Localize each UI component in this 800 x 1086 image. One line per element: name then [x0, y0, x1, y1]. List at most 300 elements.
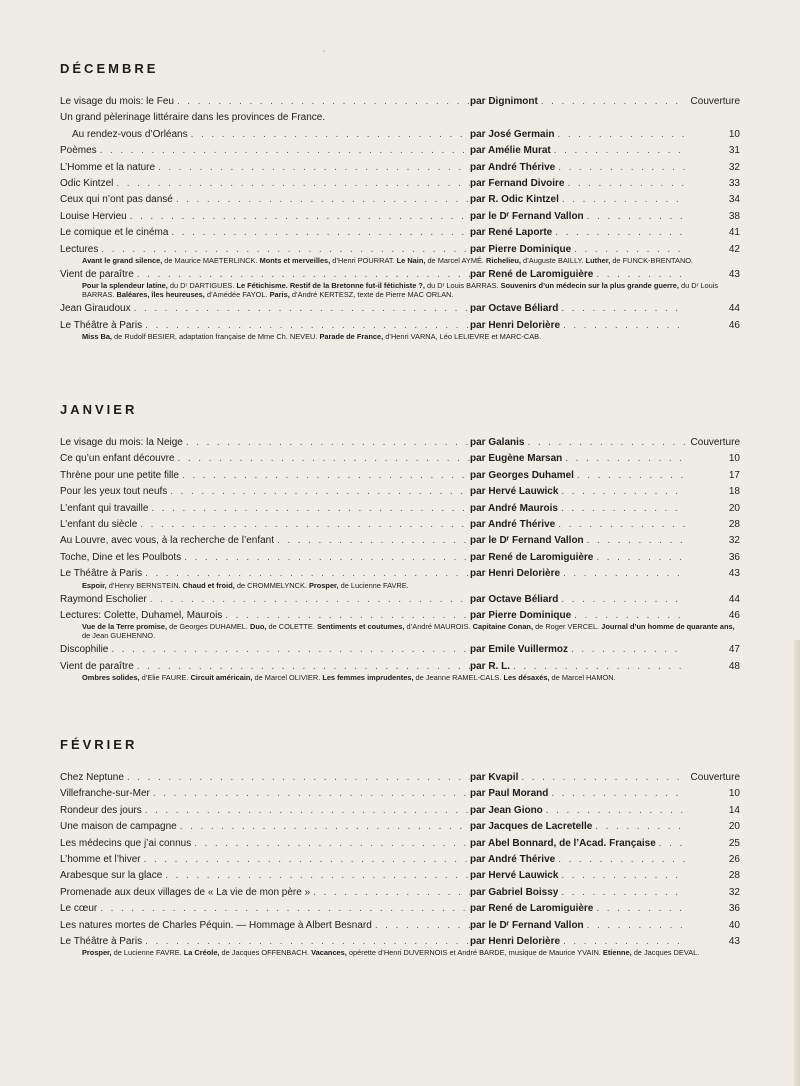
entry-page: 20	[728, 502, 740, 514]
work-credit: de Marcel AYMÉ.	[425, 255, 487, 265]
entry-title: Ce qu’un enfant découvre	[60, 453, 175, 465]
entry-author: par le Dʳ Fernand Vallon	[470, 919, 584, 931]
toc-row	[60, 550, 740, 566]
toc-row	[60, 501, 740, 517]
entry-title: Le visage du mois: le Feu	[60, 96, 174, 107]
work-credit: de Jean GUEHENNO.	[82, 631, 156, 641]
entry-title: Le comique et le cinéma	[60, 227, 169, 239]
entry-page: 34	[728, 194, 740, 206]
title-with-leader	[60, 803, 470, 819]
dot-leader	[555, 517, 685, 533]
author-with-leader	[470, 852, 685, 868]
entry-title: Le cœur	[60, 903, 98, 915]
entry-author: par Hervé Lauwick	[470, 870, 559, 882]
work-title: Duo,	[250, 622, 267, 632]
entry-title: Thrène pour une petite fille	[60, 469, 179, 481]
toc-row	[60, 868, 740, 884]
dot-leader	[558, 501, 685, 517]
entry-page: 46	[728, 609, 740, 621]
dot-leader	[560, 566, 685, 582]
author-with-leader	[470, 301, 685, 317]
entry-author: par Abel Bonnard, de l’Acad. Française	[470, 837, 656, 849]
author-with-leader	[470, 770, 685, 786]
entry-page: 43	[728, 268, 740, 280]
dot-leader	[124, 770, 470, 786]
dot-leader	[174, 94, 470, 110]
entry-page: 46	[728, 319, 740, 331]
toc-row	[60, 901, 740, 917]
toc-entry	[60, 501, 740, 517]
dot-leader	[113, 176, 470, 192]
entry-author: par Octave Béliard	[470, 303, 559, 315]
dot-leader	[593, 550, 685, 566]
title-with-leader	[60, 901, 470, 917]
work-credit: du Dʳ Louis BARRAS.	[82, 281, 719, 300]
toc-entry	[60, 267, 740, 299]
entry-page: 44	[728, 593, 740, 605]
entry-author: par Henri Delorière	[470, 319, 561, 331]
dot-leader	[167, 484, 470, 500]
entry-author: par Galanis	[470, 437, 525, 448]
entry-title: L’enfant qui travaille	[60, 502, 149, 514]
toc-row	[60, 803, 740, 819]
work-title: Vacances,	[311, 948, 347, 958]
entry-title: Ceux qui n’ont pas dansé	[60, 194, 173, 206]
toc-entry	[60, 836, 740, 852]
work-credit: d’Auguste BAILLY.	[520, 255, 586, 265]
toc-row	[60, 642, 740, 658]
entry-page: 20	[728, 821, 740, 833]
title-with-leader	[60, 127, 470, 143]
entry-author: par José Germain	[470, 128, 555, 140]
entry-page: 36	[728, 903, 740, 915]
entry-title: Toche, Dine et les Poulbots	[60, 551, 182, 563]
toc-entry	[60, 918, 740, 934]
toc-entry	[60, 176, 740, 192]
work-credit: de Maurice MAETERLINCK.	[162, 255, 260, 265]
title-with-leader	[60, 94, 470, 110]
entry-author: par Pierre Dominique	[470, 609, 572, 621]
title-with-leader	[60, 451, 470, 467]
dot-leader	[656, 836, 685, 852]
title-with-leader	[60, 836, 470, 852]
work-title: Le Fétichisme. Restif de la Bretonne fut-il fétichiste ?,	[236, 281, 425, 291]
dot-leader	[538, 94, 685, 110]
work-credit: de Jeanne RAMEL-CALS.	[413, 673, 504, 683]
dot-leader	[155, 160, 470, 176]
entry-author: par Amélie Murat	[470, 145, 551, 157]
author-with-leader	[470, 885, 685, 901]
entry-author: par Kvapil	[470, 772, 519, 783]
title-with-leader	[60, 209, 470, 225]
toc-entry	[60, 901, 740, 917]
entry-title: Pour les yeux tout neufs	[60, 486, 168, 498]
dot-leader	[191, 836, 470, 852]
work-title: Avant le grand silence,	[82, 255, 163, 265]
work-title: Parade de France,	[319, 332, 384, 342]
title-with-leader	[60, 435, 470, 451]
entry-page: 25	[728, 837, 740, 849]
page-edge-shadow	[794, 640, 800, 1086]
toc-entry	[60, 94, 740, 110]
entry-subtitles	[60, 948, 740, 957]
toc-row	[60, 786, 740, 802]
entry-page: 10	[728, 788, 740, 800]
author-with-leader	[470, 836, 685, 852]
entry-author: par André Thérive	[470, 161, 556, 173]
work-title: Capitaine Conan,	[472, 622, 534, 632]
dot-leader	[548, 786, 685, 802]
dot-leader	[177, 819, 470, 835]
dot-leader	[148, 501, 470, 517]
work-credit: d’Henry BERNSTEIN.	[106, 580, 183, 590]
entry-title: L’homme et l’hiver	[60, 853, 141, 865]
dot-leader	[558, 484, 685, 500]
entry-author: par Henri Delorière	[470, 568, 561, 580]
work-title: Vue de la Terre promise,	[82, 622, 168, 632]
work-title: Les femmes imprudentes,	[322, 673, 414, 683]
toc-row	[60, 176, 740, 192]
work-credit: d’Elie FAURE.	[139, 673, 191, 683]
title-with-leader	[60, 517, 470, 533]
entry-title: Un grand pèlerinage littéraire dans les provinces de France.	[60, 112, 326, 124]
entry-title: Discophilie	[60, 644, 109, 656]
dot-leader	[584, 209, 685, 225]
entry-page: 38	[728, 210, 740, 222]
entry-author: par René Laporte	[470, 227, 553, 239]
title-with-leader	[60, 501, 470, 517]
toc-entry	[60, 451, 740, 467]
dot-leader	[372, 918, 470, 934]
entry-page: 40	[728, 919, 740, 931]
author-with-leader	[470, 901, 685, 917]
entry-title: Au Louvre, avec vous, à la recherche de l’enfant	[60, 535, 275, 547]
toc-entry	[60, 770, 740, 786]
dot-leader	[175, 451, 470, 467]
section-title: DÉCEMBRE	[60, 61, 159, 76]
toc-entry	[60, 533, 740, 549]
title-with-leader	[60, 225, 470, 241]
work-title: La Créole,	[183, 948, 220, 958]
work-title: Baléares, îles heureuses,	[116, 290, 205, 300]
work-title: Sentiments et coutumes,	[316, 622, 405, 632]
toc-row	[60, 885, 740, 901]
dot-leader	[551, 143, 685, 159]
dot-leader	[552, 225, 685, 241]
toc-entry	[60, 110, 740, 126]
entry-author: par René de Laromiguière	[470, 268, 594, 280]
entry-author: par Octave Béliard	[470, 593, 559, 605]
author-with-leader	[470, 94, 685, 110]
work-credit: d’Amédée FAYOL.	[204, 290, 270, 300]
toc-entry	[60, 127, 740, 143]
dot-leader	[593, 901, 685, 917]
toc-entry	[60, 803, 740, 819]
title-with-leader	[60, 301, 470, 317]
entry-title: Le Théâtre à Paris	[60, 319, 143, 331]
author-with-leader	[470, 501, 685, 517]
entry-page: 32	[728, 535, 740, 547]
toc-row	[60, 918, 740, 934]
dot-leader	[131, 301, 470, 317]
entry-page: 47	[728, 644, 740, 656]
title-with-leader	[60, 176, 470, 192]
entry-subtitles	[60, 281, 740, 299]
entry-page: 10	[728, 453, 740, 465]
toc-entry	[60, 301, 740, 317]
work-title: Pour la splendeur latine,	[82, 281, 168, 291]
toc-entry	[60, 468, 740, 484]
entry-author: par André Maurois	[470, 502, 558, 514]
work-credit: du Dʳ DARTIGUES.	[167, 281, 237, 291]
title-with-leader	[60, 550, 470, 566]
entry-title: Arabesque sur la glace	[60, 870, 163, 882]
title-with-leader	[60, 160, 470, 176]
toc-entry	[60, 517, 740, 533]
title-with-leader	[60, 852, 470, 868]
author-with-leader	[470, 566, 685, 582]
section-fevrier	[60, 737, 740, 959]
author-with-leader	[470, 484, 685, 500]
toc-entry	[60, 209, 740, 225]
dot-leader	[592, 819, 685, 835]
dot-leader	[147, 592, 470, 608]
author-with-leader	[470, 918, 685, 934]
entry-author: par R. Odic Kintzel	[470, 194, 559, 206]
author-with-leader	[470, 160, 685, 176]
toc-entry	[60, 242, 740, 265]
work-title: Souvenirs d’un médecin sur la plus grande guerre,	[500, 281, 679, 291]
title-with-leader	[60, 770, 470, 786]
entry-title: Promenade aux deux villages de « La vie de mon père »	[60, 886, 311, 898]
author-with-leader	[470, 468, 685, 484]
dot-leader	[97, 901, 470, 917]
entry-page: 32	[728, 161, 740, 173]
work-title: Prosper,	[309, 580, 339, 590]
entry-title: L’enfant du siècle	[60, 518, 138, 530]
toc-entry	[60, 318, 740, 341]
toc-entry	[60, 484, 740, 500]
title-with-leader	[60, 592, 470, 608]
entry-title: Louise Hervieu	[60, 210, 127, 222]
dot-leader	[543, 803, 685, 819]
toc-row	[60, 435, 740, 451]
entry-page: Couverture	[690, 96, 740, 107]
title-with-leader	[60, 918, 470, 934]
entry-subtitles	[60, 622, 740, 640]
toc-entry	[60, 786, 740, 802]
work-title: Le Nain,	[396, 255, 426, 265]
entry-page: 36	[728, 551, 740, 563]
toc-row	[60, 819, 740, 835]
entry-author: par André Thérive	[470, 853, 556, 865]
toc-row	[60, 192, 740, 208]
entry-title: Odic Kintzel	[60, 177, 114, 189]
work-credit: d’André KERTESZ, texte de Pierre MAC ORLAN.	[289, 290, 454, 300]
entry-page: 14	[728, 804, 740, 816]
author-with-leader	[470, 786, 685, 802]
work-credit: de Georges DUHAMEL.	[167, 622, 251, 632]
toc-entry	[60, 225, 740, 241]
entry-page: 41	[728, 227, 740, 239]
author-with-leader	[470, 143, 685, 159]
toc-row	[60, 517, 740, 533]
entry-page: 48	[728, 660, 740, 672]
entry-author: par Jean Giono	[470, 804, 543, 816]
dot-leader	[137, 517, 470, 533]
dot-leader	[183, 435, 470, 451]
entry-title: Jean Giraudoux	[60, 303, 131, 315]
author-with-leader	[470, 642, 685, 658]
work-title: Miss Ba,	[82, 332, 112, 342]
work-title: Chaud et froid,	[182, 580, 235, 590]
toc-entry	[60, 566, 740, 589]
entry-author: par René de Laromiguière	[470, 551, 594, 563]
dot-leader	[558, 592, 685, 608]
entry-author: par Hervé Lauwick	[470, 486, 559, 498]
entry-title: Une maison de campagne	[60, 821, 177, 833]
toc-row	[60, 836, 740, 852]
author-with-leader	[470, 819, 685, 835]
entry-title: Le Théâtre à Paris	[60, 568, 143, 580]
work-title: Paris,	[269, 290, 290, 300]
dot-leader	[181, 550, 470, 566]
dot-leader	[558, 885, 685, 901]
entry-page: 44	[728, 303, 740, 315]
author-with-leader	[470, 533, 685, 549]
author-with-leader	[470, 803, 685, 819]
toc-row	[60, 852, 740, 868]
toc-row	[60, 209, 740, 225]
title-with-leader	[60, 885, 470, 901]
work-credit: de Lucienne FAVRE.	[338, 580, 409, 590]
author-with-leader	[470, 517, 685, 533]
dot-leader	[562, 451, 685, 467]
dot-leader	[518, 770, 685, 786]
title-with-leader	[60, 533, 470, 549]
dot-leader	[559, 192, 685, 208]
entry-page: 28	[728, 870, 740, 882]
work-credit: de Roger VERCEL.	[533, 622, 602, 632]
toc-row	[60, 533, 740, 549]
toc-row	[60, 301, 740, 317]
dot-leader	[274, 533, 470, 549]
entry-page: 32	[728, 886, 740, 898]
work-credit: de Lucienne FAVRE.	[111, 948, 184, 958]
author-with-leader	[470, 209, 685, 225]
entry-author: par Paul Morand	[470, 788, 549, 800]
dot-leader	[108, 642, 470, 658]
dot-leader	[564, 176, 685, 192]
entry-author: par Henri Delorière	[470, 935, 561, 947]
dot-leader	[310, 885, 470, 901]
entry-author: par le Dʳ Fernand Vallon	[470, 535, 584, 547]
entry-title: Villefranche-sur-Mer	[60, 788, 150, 800]
dot-leader	[558, 868, 685, 884]
toc-entry	[60, 852, 740, 868]
entry-author: par Emile Vuillermoz	[470, 644, 568, 656]
work-credit: d’Henri POURRAT.	[330, 255, 397, 265]
dot-leader	[179, 468, 470, 484]
dot-leader	[141, 852, 470, 868]
title-with-leader	[60, 868, 470, 884]
section-janvier	[60, 402, 740, 684]
toc-entry	[60, 885, 740, 901]
entry-list	[60, 94, 740, 341]
entry-author: par Pierre Dominique	[470, 243, 572, 255]
entry-title: Poèmes	[60, 145, 97, 157]
toc-entry	[60, 868, 740, 884]
toc-row	[60, 592, 740, 608]
section-title: FÉVRIER	[60, 737, 138, 752]
entry-page: Couverture	[690, 437, 740, 448]
toc-entry	[60, 160, 740, 176]
work-credit: de Jacques DEVAL.	[631, 948, 700, 958]
title-with-leader	[60, 642, 470, 658]
work-credit: opérette d’Henri DUVERNOIS et André BARDE, musique de Maurice YVAIN.	[346, 948, 603, 958]
section-title: JANVIER	[60, 402, 138, 417]
section-decembre	[60, 61, 740, 343]
entry-list	[60, 770, 740, 957]
dot-leader	[568, 642, 685, 658]
author-with-leader	[470, 451, 685, 467]
entry-title: Lectures	[60, 243, 99, 255]
dot-leader	[150, 786, 470, 802]
entry-title: Le Théâtre à Paris	[60, 935, 143, 947]
toc-entry	[60, 934, 740, 957]
work-title: Ombres solides,	[82, 673, 140, 683]
entry-title: L’Homme et la nature	[60, 161, 156, 173]
work-title: Prosper,	[82, 948, 112, 958]
entry-title: Les médecins que j’ai connus	[60, 837, 192, 849]
entry-page: 10	[728, 128, 740, 140]
entry-title: Les natures mortes de Charles Péquin. — Hommage à Albert Besnard	[60, 919, 372, 931]
entry-author: par René de Laromiguière	[470, 903, 594, 915]
author-with-leader	[470, 225, 685, 241]
dot-leader	[560, 318, 685, 334]
entry-page: 43	[728, 568, 740, 580]
dot-leader	[173, 192, 470, 208]
work-credit: du Dʳ Louis BARRAS.	[424, 281, 501, 291]
entry-title: Raymond Escholier	[60, 593, 147, 605]
entry-author: par Dignimont	[470, 96, 538, 107]
work-title: Monts et merveilles,	[259, 255, 331, 265]
toc-entry	[60, 608, 740, 640]
entry-author: par Gabriel Boissy	[470, 886, 559, 898]
entry-author: par Georges Duhamel	[470, 469, 574, 481]
entry-title: Le visage du mois: la Neige	[60, 437, 183, 448]
dot-leader	[584, 533, 685, 549]
entry-page: 26	[728, 853, 740, 865]
work-credit: d’André MAUROIS.	[404, 622, 473, 632]
entry-author: par Fernand Divoire	[470, 177, 565, 189]
author-with-leader	[470, 550, 685, 566]
work-credit: de Marcel HAMON.	[549, 673, 616, 683]
entry-author: par André Thérive	[470, 518, 556, 530]
entry-author: par Eugène Marsan	[470, 453, 563, 465]
toc-row	[60, 225, 740, 241]
entry-title: Rondeur des jours	[60, 804, 142, 816]
title-with-leader	[60, 192, 470, 208]
entry-page: 43	[728, 935, 740, 947]
entry-subtitles	[60, 256, 740, 265]
entry-author: par Jacques de Lacretelle	[470, 821, 593, 833]
toc-row	[60, 143, 740, 159]
toc-row	[60, 94, 740, 110]
toc-entry	[60, 659, 740, 682]
work-title: Espoir,	[82, 580, 107, 590]
title-with-leader	[60, 143, 470, 159]
